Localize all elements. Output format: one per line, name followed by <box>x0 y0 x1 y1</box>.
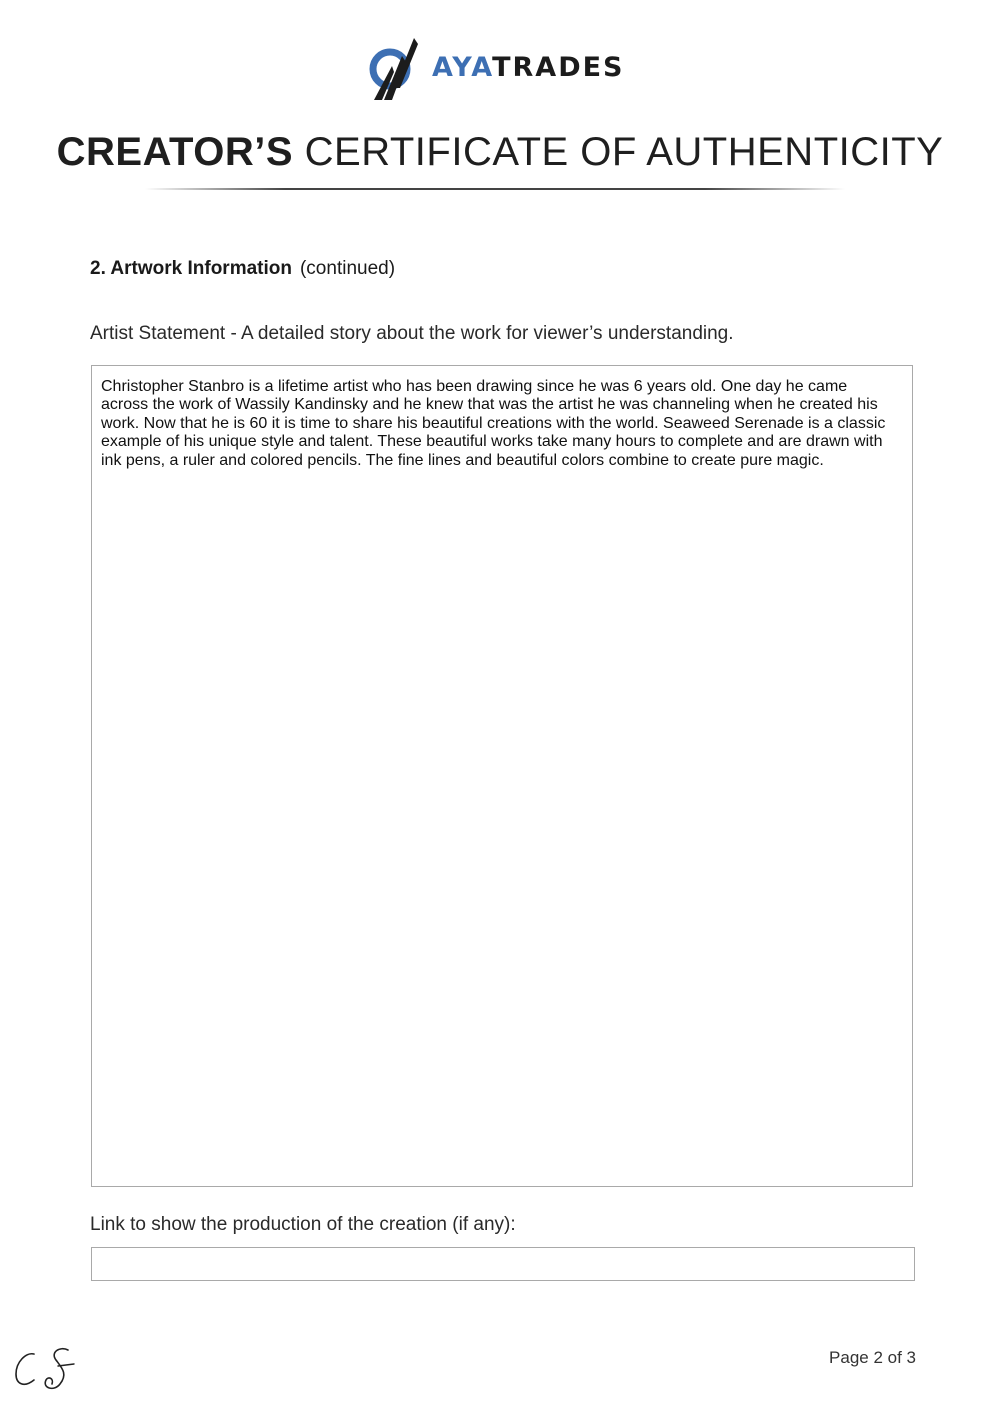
brand-part-aya: AYA <box>432 52 493 83</box>
handwritten-signature <box>12 1344 82 1396</box>
production-link-field[interactable] <box>91 1247 915 1281</box>
section-heading <box>90 258 395 280</box>
section-heading-label: 2. Artwork Information <box>90 258 292 279</box>
signature-initials <box>12 1344 82 1396</box>
brand-part-trades: TRADES <box>492 52 625 83</box>
brand-wordmark <box>432 52 625 83</box>
section-heading-suffix: (continued) <box>299 258 396 279</box>
title-light: CERTIFICATE OF AUTHENTICITY <box>304 130 944 174</box>
ayatrades-logo-icon <box>368 36 418 102</box>
brand-logo <box>368 36 638 102</box>
artist-statement-field[interactable] <box>91 365 913 1187</box>
title-divider <box>145 188 845 190</box>
title-bold: CREATOR’S <box>56 130 294 174</box>
production-link-label: Link to show the production of the creation (if any): <box>90 1214 516 1235</box>
certificate-title <box>0 130 1000 175</box>
artist-statement-value: Christopher Stanbro is a lifetime artist who has been drawing since he was 6 years old. One day he came across the work of Wassily Kandinsky and he knew that was the artist he was channeling when he created his work. Now that he is 60 it is time to share his beautiful creations with the world. Seaweed Serenade is a classic example of his unique style and talent. These beautiful works take many hours to complete and are drawn with ink pens, a ruler and colored pencils. The fine lines and beautiful colors combine to create pure magic. <box>101 378 886 469</box>
page-indicator: Page 2 of 3 <box>829 1348 916 1367</box>
artist-statement-label: Artist Statement - A detailed story about the work for viewer’s understanding. <box>90 323 734 344</box>
